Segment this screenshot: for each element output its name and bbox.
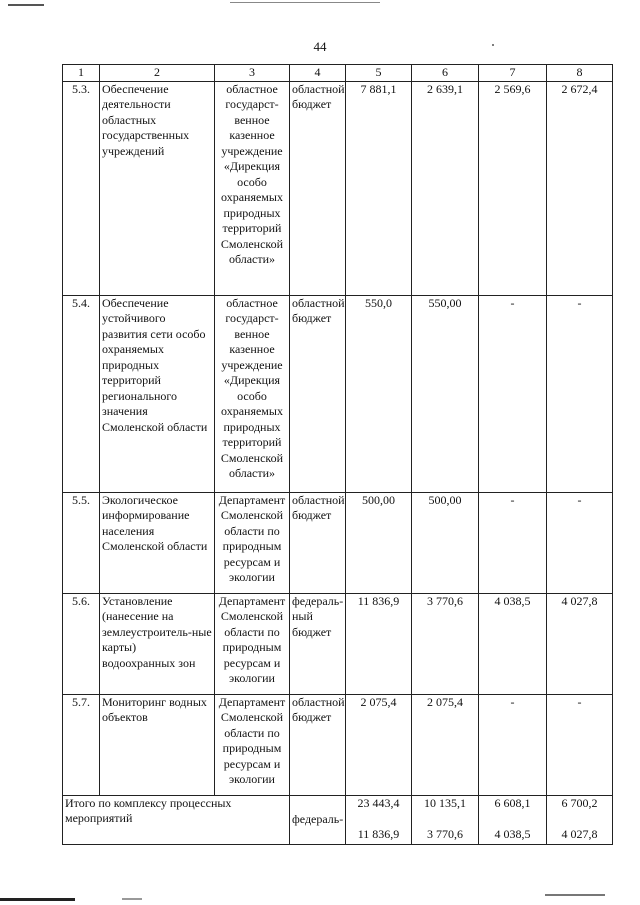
- amount-year-2: 2 569,6: [479, 81, 547, 295]
- executor: Департамент Смоленской области по природным ресурсам и экологии: [215, 492, 290, 593]
- total-row: [63, 795, 613, 844]
- row-number: 5.4.: [63, 295, 100, 492]
- amount-year-1: 2 639,1: [412, 81, 479, 295]
- activity-name: Обеспечение деятельности областных государственных учреждений: [100, 81, 215, 295]
- amount-year-2: -: [479, 295, 547, 492]
- total-year-1-line-2: 3 770,6: [427, 827, 463, 841]
- row-number: 5.3.: [63, 81, 100, 295]
- activity-name: Мониторинг водных объектов: [100, 694, 215, 795]
- funding-source: областной бюджет: [290, 81, 346, 295]
- row-number: 5.7.: [63, 694, 100, 795]
- column-header: 1: [63, 65, 100, 82]
- total-year-3-line-2: 4 027,8: [561, 827, 598, 841]
- table-row: [63, 81, 613, 295]
- amount-total: 11 836,9: [346, 593, 412, 694]
- amount-total: 550,0: [346, 295, 412, 492]
- amount-total: 500,00: [346, 492, 412, 593]
- amount-year-3: -: [547, 694, 613, 795]
- total-year-3: [547, 795, 613, 844]
- amount-year-1: 550,00: [412, 295, 479, 492]
- total-label: Итого по комплексу процессных мероприятий: [63, 795, 290, 844]
- amount-year-3: 4 027,8: [547, 593, 613, 694]
- activity-name: Экологическое информирование населения Смоленской области: [100, 492, 215, 593]
- column-header: 8: [547, 65, 613, 82]
- total-funding-source: [290, 795, 346, 844]
- scan-mark: [230, 2, 380, 3]
- funding-source: федераль-ный бюджет: [290, 593, 346, 694]
- scan-mark: [122, 898, 142, 900]
- scan-mark: [8, 4, 44, 6]
- budget-table: [62, 64, 613, 845]
- row-number: 5.5.: [63, 492, 100, 593]
- funding-source: областной бюджет: [290, 295, 346, 492]
- scan-mark: [0, 898, 75, 901]
- column-header: 3: [215, 65, 290, 82]
- total-year-1-line-1: 10 135,1: [424, 795, 466, 810]
- amount-year-2: 4 038,5: [479, 593, 547, 694]
- column-header: 2: [100, 65, 215, 82]
- executor: областное государст-венное казенное учреждение «Дирекция особо охраняемых природных территорий Смоленской области»: [215, 295, 290, 492]
- amount-year-3: -: [547, 492, 613, 593]
- amount-year-3: -: [547, 295, 613, 492]
- scan-mark: [545, 894, 605, 896]
- table-header-row: [63, 65, 613, 82]
- table-row: [63, 492, 613, 593]
- total-year-2: [479, 795, 547, 844]
- activity-name: Обеспечение устойчивого развития сети особо охраняемых природных территорий регионального значения Смоленской области: [100, 295, 215, 492]
- executor: областное государст-венное казенное учреждение «Дирекция особо охраняемых природных территорий Смоленской области»: [215, 81, 290, 295]
- amount-year-2: -: [479, 694, 547, 795]
- total-year-2-line-2: 4 038,5: [494, 827, 531, 841]
- amount-total: 7 881,1: [346, 81, 412, 295]
- total-year-2-line-1: 6 608,1: [494, 795, 531, 810]
- executor: Департамент Смоленской области по природным ресурсам и экологии: [215, 593, 290, 694]
- total-year-3-line-1: 6 700,2: [561, 795, 598, 810]
- total-amount-line-2: 11 836,9: [357, 827, 400, 841]
- column-header: 6: [412, 65, 479, 82]
- row-number: 5.6.: [63, 593, 100, 694]
- executor: Департамент Смоленской области по природным ресурсам и экологии: [215, 694, 290, 795]
- amount-year-1: 3 770,6: [412, 593, 479, 694]
- column-header: 4: [290, 65, 346, 82]
- funding-source: областной бюджет: [290, 492, 346, 593]
- amount-year-1: 500,00: [412, 492, 479, 593]
- total-amount-line-1: 23 443,4: [357, 795, 400, 810]
- column-header: 7: [479, 65, 547, 82]
- funding-source: областной бюджет: [290, 694, 346, 795]
- amount-year-1: 2 075,4: [412, 694, 479, 795]
- funding-source-line: федераль-: [292, 811, 344, 826]
- amount-total: 2 075,4: [346, 694, 412, 795]
- column-header: 5: [346, 65, 412, 82]
- table-row: [63, 593, 613, 694]
- total-amount: [346, 795, 412, 844]
- activity-name: Установление (нанесение на землеустроитель-ные карты) водоохранных зон: [100, 593, 215, 694]
- amount-year-2: -: [479, 492, 547, 593]
- total-year-1: [412, 795, 479, 844]
- table-row: [63, 295, 613, 492]
- table-row: [63, 694, 613, 795]
- page-number: 44: [313, 39, 327, 54]
- amount-year-3: 2 672,4: [547, 81, 613, 295]
